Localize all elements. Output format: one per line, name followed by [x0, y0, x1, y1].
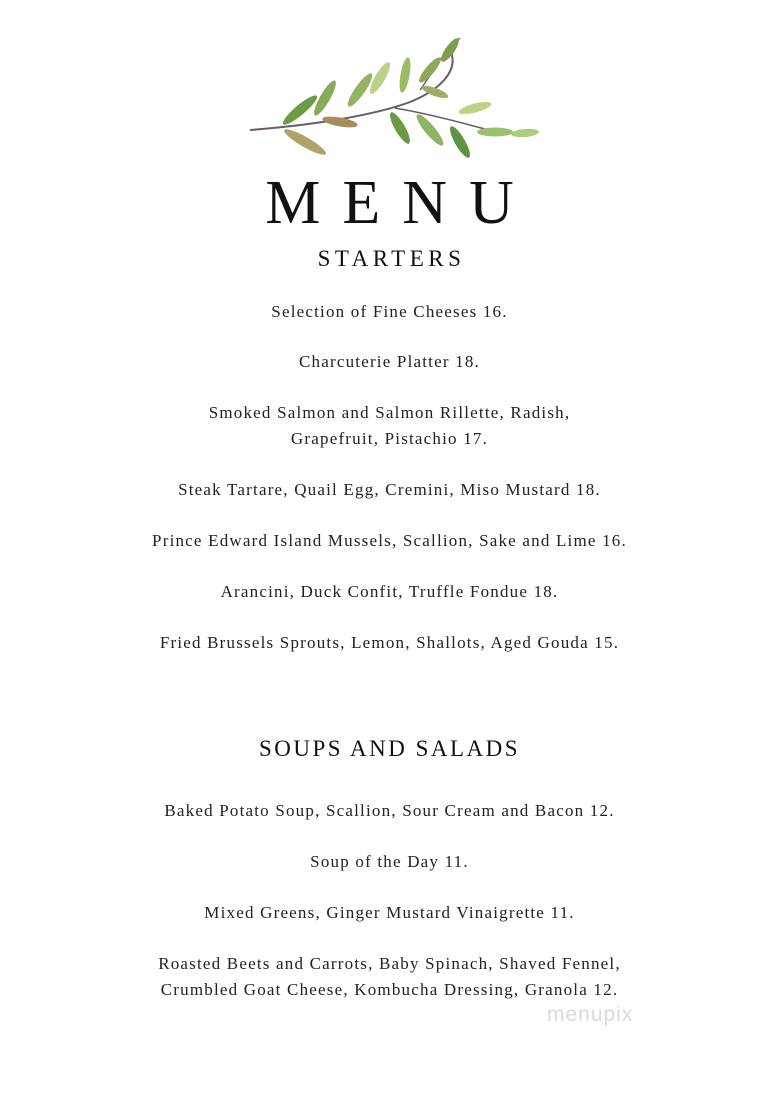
- menu-item: Mixed Greens, Ginger Mustard Vinaigrette 11.: [204, 903, 575, 922]
- menu-item: Smoked Salmon and Salmon Rillette, Radish,: [208, 403, 571, 422]
- menu-item: Prince Edward Island Mussels, Scallion, Sake and Lime 16.: [152, 531, 627, 550]
- menu-title: MENU: [265, 169, 536, 237]
- watermark: menupix: [547, 1003, 634, 1026]
- menu-item: Steak Tartare, Quail Egg, Cremini, Miso Mustard 18.: [178, 480, 601, 499]
- menu-item-continued: Crumbled Goat Cheese, Kombucha Dressing, Granola 12.: [160, 980, 619, 999]
- menu-item: Arancini, Duck Confit, Truffle Fondue 18.: [220, 582, 559, 601]
- section-heading-soups-and-salads: SOUPS AND SALADS: [258, 736, 521, 761]
- menu-item: Roasted Beets and Carrots, Baby Spinach, Shaved Fennel,: [158, 954, 621, 973]
- section-heading-starters: STARTERS: [317, 246, 466, 271]
- menu-item: Fried Brussels Sprouts, Lemon, Shallots, Aged Gouda 15.: [159, 633, 620, 652]
- menu-item: Soup of the Day 11.: [310, 852, 469, 871]
- menu-item-continued: Grapefruit, Pistachio 17.: [290, 429, 489, 448]
- leaf-sprig-icon: [245, 30, 545, 165]
- menu-item: Charcuterie Platter 18.: [298, 352, 480, 371]
- menu-item: Baked Potato Soup, Scallion, Sour Cream and Bacon 12.: [164, 801, 615, 820]
- menu-item: Selection of Fine Cheeses 16.: [271, 302, 508, 321]
